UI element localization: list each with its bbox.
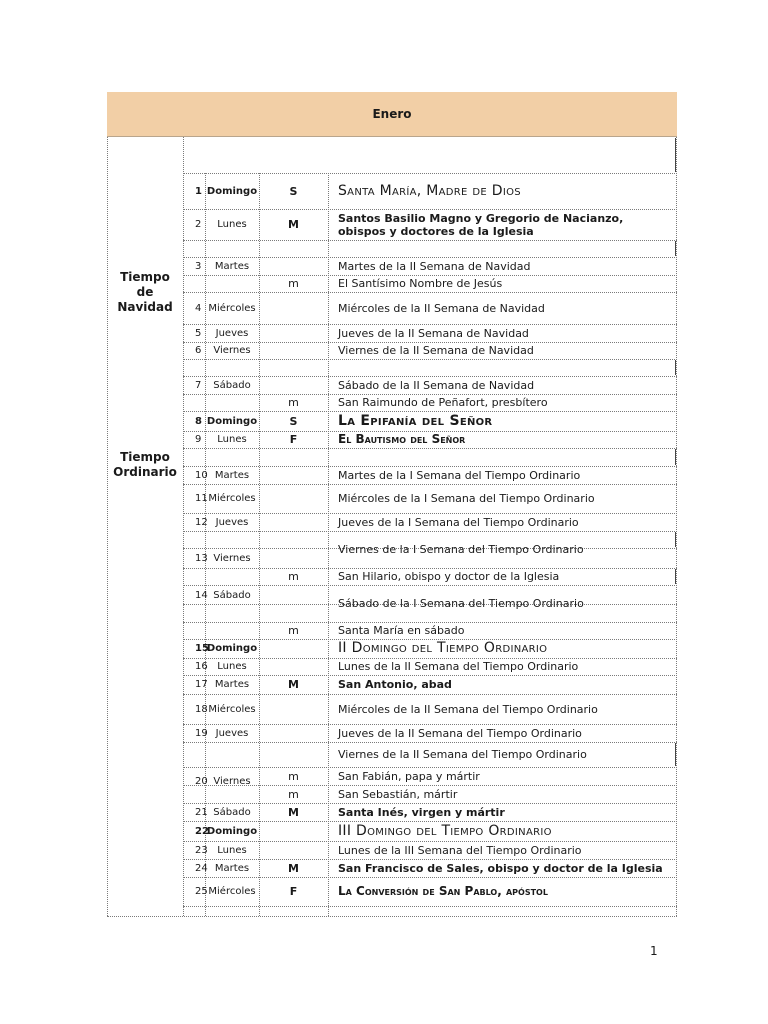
celebration-name: Jueves de la II Semana de Navidad bbox=[338, 326, 529, 340]
day-number: 21 bbox=[195, 806, 208, 818]
day-number: 12 bbox=[195, 516, 208, 528]
day-number: 1 bbox=[195, 185, 202, 197]
spacer-bar bbox=[675, 241, 676, 256]
celebration-name: Sábado de la II Semana de Navidad bbox=[338, 378, 535, 392]
rank-code: m bbox=[288, 396, 299, 409]
calendar-table bbox=[107, 92, 677, 916]
celebration-name: Martes de la I Semana del Tiempo Ordinario bbox=[338, 468, 581, 482]
spacer-bar bbox=[675, 743, 676, 766]
day-number: 2 bbox=[195, 219, 202, 230]
celebration-name: Santa María en sábado bbox=[338, 624, 465, 637]
rank-code: m bbox=[288, 570, 299, 583]
rank-code: M bbox=[288, 805, 299, 819]
day-number: 8 bbox=[195, 415, 202, 427]
column-divider bbox=[107, 137, 108, 916]
season-label-christmas: Tiempo de Navidad bbox=[117, 270, 173, 314]
celebration-name: Miércoles de la I Semana del Tiempo Ordinario bbox=[338, 492, 595, 505]
row-divider bbox=[183, 448, 677, 449]
weekday: Domingo bbox=[206, 643, 258, 654]
weekday: Sábado bbox=[213, 589, 251, 601]
celebration-name: San Antonio, abad bbox=[338, 678, 452, 691]
celebration-name: Lunes de la III Semana del Tiempo Ordinario bbox=[338, 843, 582, 857]
day-number: 13 bbox=[195, 552, 208, 564]
day-number: 6 bbox=[195, 345, 202, 356]
celebration-name: II Domingo del Tiempo Ordinario bbox=[338, 640, 548, 656]
weekday: Jueves bbox=[215, 327, 249, 339]
celebration-name: San Fabián, papa y mártir bbox=[338, 769, 480, 783]
day-number: 17 bbox=[195, 679, 208, 690]
day-number: 22 bbox=[195, 825, 209, 837]
day-number: 25 bbox=[195, 886, 208, 897]
celebration-name: III Domingo del Tiempo Ordinario bbox=[338, 822, 552, 839]
weekday: Viernes bbox=[213, 552, 251, 564]
rank-code: M bbox=[288, 218, 299, 231]
celebration-name: La Epifanía del Señor bbox=[338, 412, 493, 429]
day-number: 20 bbox=[195, 776, 208, 787]
spacer-bar bbox=[675, 138, 676, 172]
weekday: Lunes bbox=[217, 844, 247, 856]
day-number: 4 bbox=[195, 302, 202, 314]
celebration-name: San Hilario, obispo y doctor de la Iglesia bbox=[338, 570, 560, 583]
spacer-bar bbox=[675, 449, 676, 465]
weekday: Lunes bbox=[217, 434, 247, 445]
weekday: Sábado bbox=[213, 379, 251, 391]
weekday: Martes bbox=[214, 862, 250, 874]
celebration-name: San Sebastián, mártir bbox=[338, 787, 458, 801]
celebration-name: El Bautismo del Señor bbox=[338, 432, 466, 446]
celebration-name: Sábado de la I Semana del Tiempo Ordinario bbox=[338, 597, 584, 610]
day-number: 11 bbox=[195, 493, 208, 504]
weekday: Miércoles bbox=[208, 886, 256, 897]
celebration-name: San Francisco de Sales, obispo y doctor de la Iglesia bbox=[338, 861, 663, 875]
weekday: Miércoles bbox=[208, 703, 256, 715]
day-number: 3 bbox=[195, 260, 202, 272]
spacer-bar bbox=[675, 532, 676, 547]
weekday: Viernes bbox=[213, 345, 251, 356]
celebration-name: Martes de la II Semana de Navidad bbox=[338, 259, 531, 273]
celebration-name: Jueves de la II Semana del Tiempo Ordinario bbox=[338, 726, 582, 740]
celebration-name: Miércoles de la II Semana de Navidad bbox=[338, 301, 545, 315]
day-number: 5 bbox=[195, 327, 202, 339]
weekday: Miércoles bbox=[208, 493, 256, 504]
celebration-name: Jueves de la I Semana del Tiempo Ordinario bbox=[338, 515, 579, 529]
day-number: 16 bbox=[195, 661, 208, 672]
celebration-name: Viernes de la I Semana del Tiempo Ordinario bbox=[338, 543, 584, 556]
day-number: 19 bbox=[195, 727, 208, 739]
rank-code: M bbox=[288, 678, 299, 691]
weekday: Sábado bbox=[213, 806, 251, 818]
celebration-name: Miércoles de la II Semana del Tiempo Ordinario bbox=[338, 702, 598, 716]
celebration-name: Santa María, Madre de Dios bbox=[338, 182, 521, 199]
table-bottom-border bbox=[107, 916, 677, 917]
weekday: Jueves bbox=[215, 727, 249, 739]
rank-code: m bbox=[288, 769, 299, 783]
month-header: Enero bbox=[107, 92, 677, 137]
rank-code: F bbox=[289, 433, 298, 446]
celebration-name: La Conversión de San Pablo, apóstol bbox=[338, 884, 548, 898]
weekday: Viernes bbox=[213, 776, 251, 787]
day-number: 14 bbox=[195, 589, 208, 601]
weekday: Domingo bbox=[206, 825, 258, 837]
rank-code: S bbox=[289, 184, 298, 198]
weekday: Lunes bbox=[217, 661, 247, 672]
day-number: 10 bbox=[195, 469, 208, 481]
weekday: Lunes bbox=[217, 219, 247, 230]
day-number: 23 bbox=[195, 844, 208, 856]
column-divider bbox=[676, 137, 677, 916]
celebration-name: Lunes de la II Semana del Tiempo Ordinario bbox=[338, 660, 579, 673]
rank-code: F bbox=[289, 885, 298, 898]
weekday: Martes bbox=[214, 469, 250, 481]
celebration-name: Santa Inés, virgen y mártir bbox=[338, 805, 505, 819]
day-number: 18 bbox=[195, 703, 208, 715]
weekday: Domingo bbox=[206, 415, 258, 427]
rank-code: m bbox=[288, 277, 299, 290]
rank-code: m bbox=[288, 624, 299, 637]
page-number: 1 bbox=[650, 944, 658, 958]
day-number: 9 bbox=[195, 434, 202, 445]
row-divider bbox=[183, 906, 677, 907]
rank-code: M bbox=[288, 861, 299, 875]
day-number: 24 bbox=[195, 862, 208, 874]
season-label-ordinary: Tiempo Ordinario bbox=[113, 450, 177, 479]
rank-code: S bbox=[289, 414, 298, 428]
celebration-name: Viernes de la II Semana del Tiempo Ordinario bbox=[338, 748, 587, 761]
celebration-name: San Raimundo de Peñafort, presbítero bbox=[338, 396, 548, 409]
celebration-name: El Santísimo Nombre de Jesús bbox=[338, 277, 503, 290]
weekday: Jueves bbox=[215, 516, 249, 528]
weekday: Domingo bbox=[206, 185, 258, 197]
spacer-bar bbox=[675, 569, 676, 584]
spacer-bar bbox=[675, 360, 676, 375]
weekday: Martes bbox=[214, 679, 250, 690]
weekday: Martes bbox=[214, 260, 250, 272]
rank-code: m bbox=[288, 787, 299, 801]
day-number: 15 bbox=[195, 643, 209, 654]
celebration-name: Santos Basilio Magno y Gregorio de Nacianzo, obispos y doctores de la Iglesia bbox=[338, 211, 624, 238]
day-number: 7 bbox=[195, 379, 202, 391]
celebration-name: Viernes de la II Semana de Navidad bbox=[338, 344, 534, 357]
weekday: Miércoles bbox=[208, 302, 256, 314]
